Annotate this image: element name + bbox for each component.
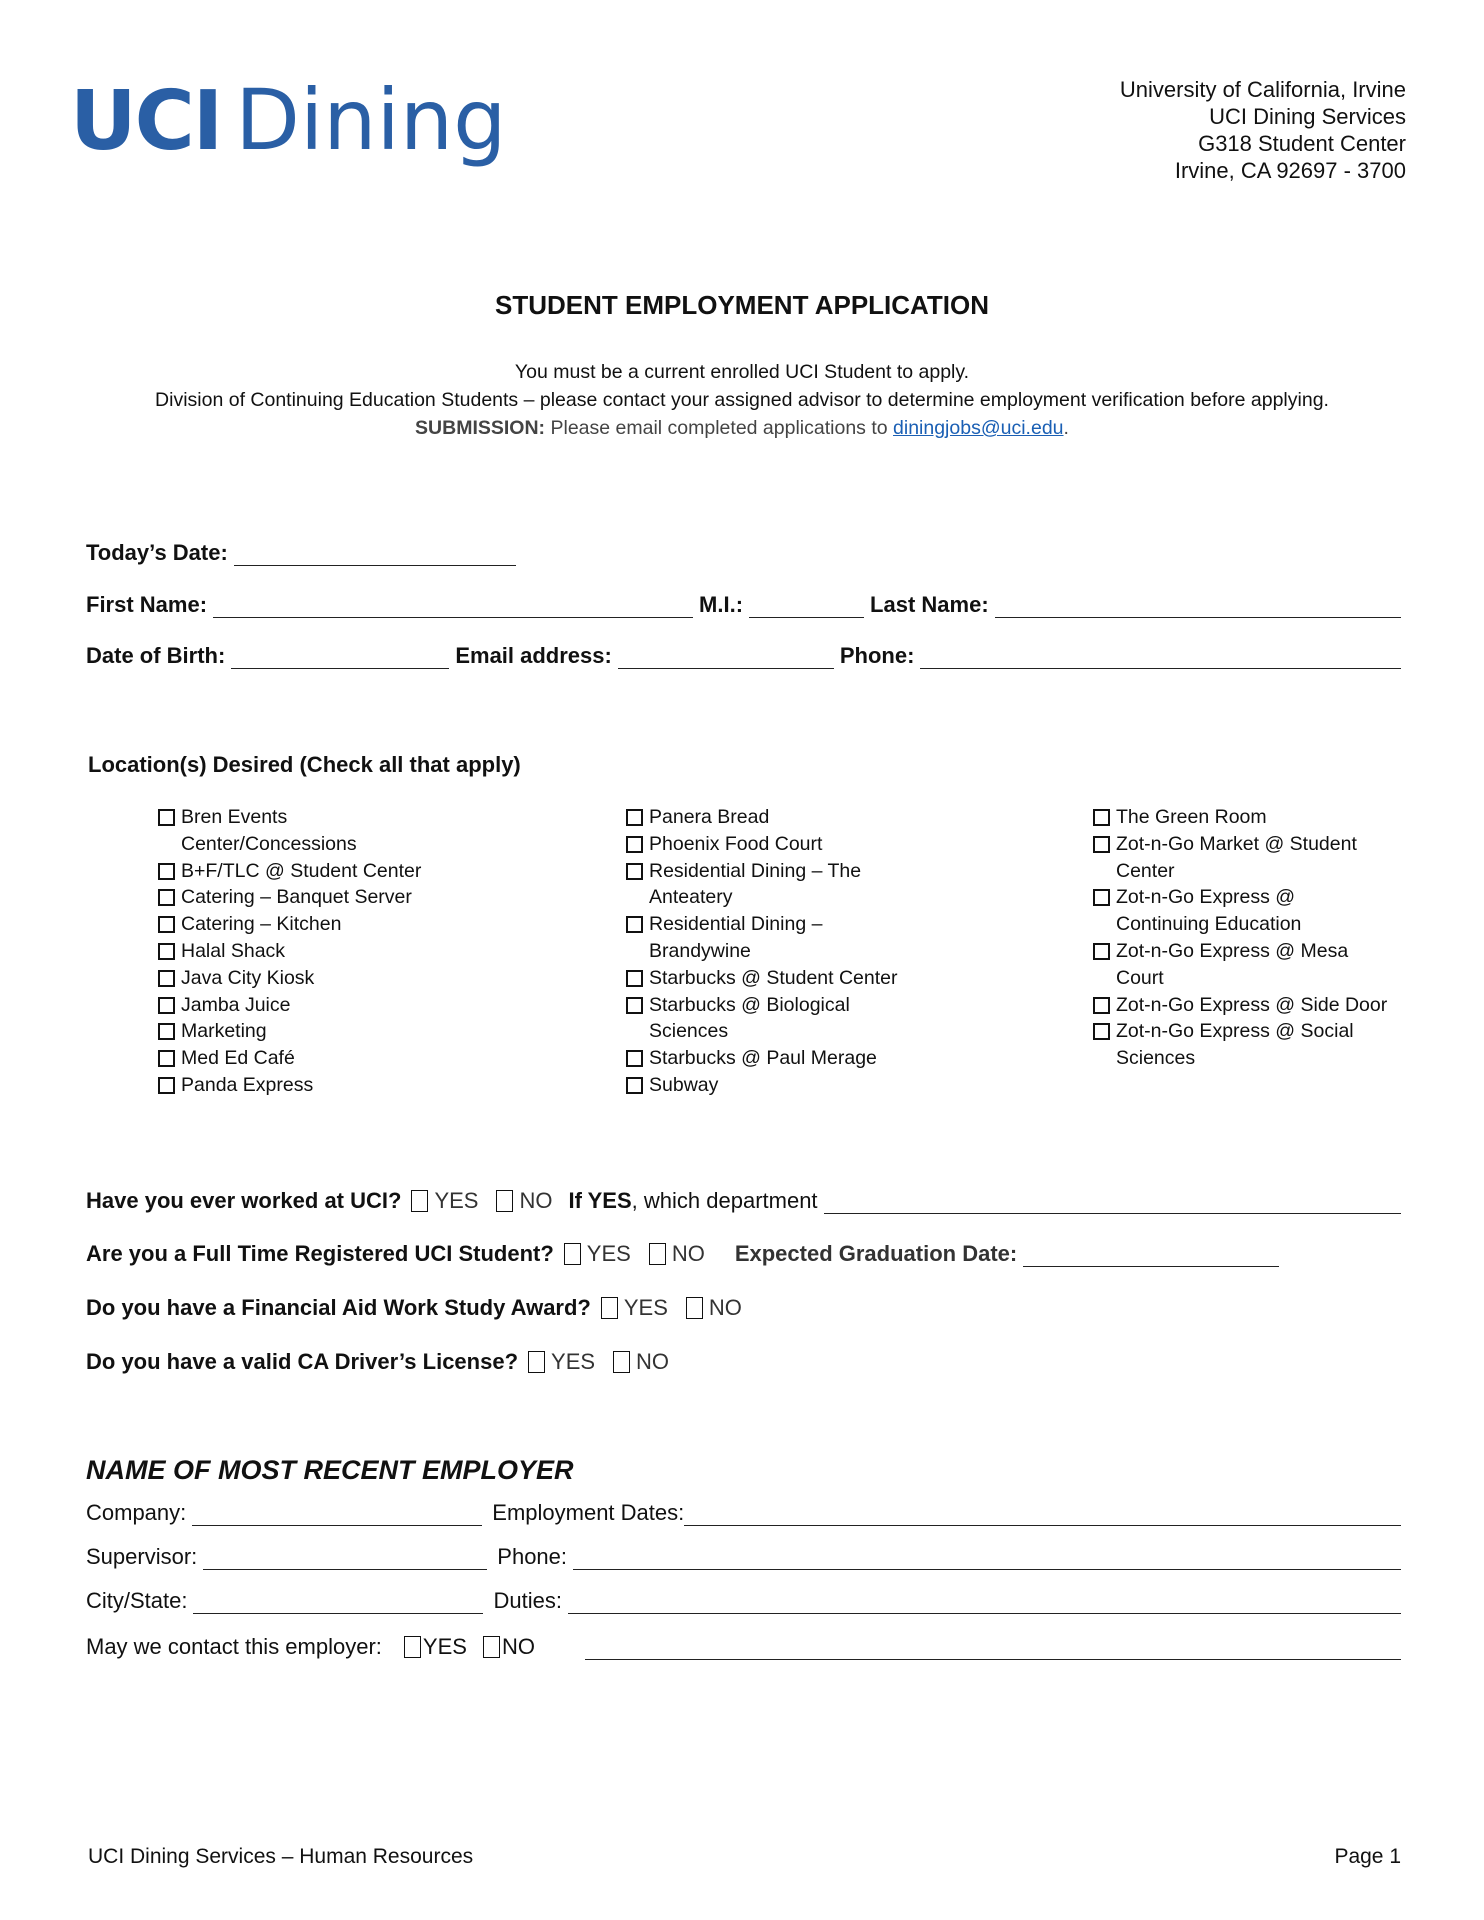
location-option[interactable] xyxy=(158,858,458,885)
employer-heading: NAME OF MOST RECENT EMPLOYER xyxy=(86,1455,574,1485)
location-option[interactable] xyxy=(1093,804,1413,831)
last-name-label: Last Name: xyxy=(870,592,989,617)
location-label: Catering – Banquet Server xyxy=(181,886,412,909)
employer-phone-field[interactable] xyxy=(573,1545,1401,1570)
yes-label: YES xyxy=(551,1349,596,1374)
locations-column-3 xyxy=(1093,804,1413,1072)
no-checkbox[interactable] xyxy=(613,1351,630,1373)
page-number: Page 1 xyxy=(1334,1845,1401,1868)
no-checkbox[interactable] xyxy=(686,1297,703,1319)
address-line: University of California, Irvine xyxy=(1119,77,1406,102)
intro-line-2: Division of Continuing Education Students – please contact your assigned advisor to determine employment verification before applying. xyxy=(155,389,1329,411)
location-label: Zot-n-Go Express @ Mesa Court xyxy=(1116,939,1349,989)
location-label: Residential Dining – The Anteatery xyxy=(649,859,862,909)
checkbox[interactable] xyxy=(158,863,175,880)
checkbox[interactable] xyxy=(1093,889,1110,906)
employment-dates-field[interactable] xyxy=(684,1501,1401,1526)
location-option[interactable] xyxy=(158,911,458,938)
location-label: Jamba Juice xyxy=(181,993,291,1016)
todays-date-label: Today’s Date: xyxy=(86,540,228,565)
location-label: Panera Bread xyxy=(649,806,770,828)
supervisor-label: Supervisor: xyxy=(86,1544,198,1569)
department-field[interactable] xyxy=(824,1189,1401,1214)
question-label: Do you have a valid CA Driver’s License? xyxy=(86,1349,519,1374)
location-option[interactable] xyxy=(158,884,458,911)
location-option[interactable] xyxy=(1093,938,1413,992)
page-title: STUDENT EMPLOYMENT APPLICATION xyxy=(495,290,989,320)
location-option[interactable] xyxy=(626,965,936,992)
location-label: Zot-n-Go Market @ Student Center xyxy=(1116,832,1357,882)
checkbox[interactable] xyxy=(1093,1023,1110,1040)
yes-checkbox[interactable] xyxy=(528,1351,545,1373)
location-label: Med Ed Café xyxy=(181,1047,295,1070)
location-label: Zot-n-Go Express @ Side Door xyxy=(1116,993,1388,1016)
question-worked-uci xyxy=(86,1188,1401,1214)
question-full-time xyxy=(86,1241,1285,1267)
checkbox[interactable] xyxy=(626,997,643,1014)
contact-yes-checkbox[interactable] xyxy=(404,1636,421,1658)
checkbox[interactable] xyxy=(158,970,175,987)
checkbox[interactable] xyxy=(158,1050,175,1067)
submission-period: . xyxy=(1063,417,1069,439)
yes-checkbox[interactable] xyxy=(411,1190,428,1212)
no-label: NO xyxy=(708,1295,742,1320)
checkbox[interactable] xyxy=(158,1023,175,1040)
checkbox[interactable] xyxy=(158,809,175,826)
checkbox[interactable] xyxy=(626,836,643,853)
checkbox[interactable] xyxy=(1093,997,1110,1014)
employer-row-3 xyxy=(86,1588,1401,1614)
checkbox[interactable] xyxy=(158,943,175,960)
employer-contact-row xyxy=(86,1634,1401,1660)
location-label: Java City Kiosk xyxy=(181,966,315,989)
company-label: Company: xyxy=(86,1500,187,1525)
location-option[interactable] xyxy=(1093,992,1413,1019)
no-label: NO xyxy=(519,1188,553,1213)
contact-yes-label: YES xyxy=(422,1634,467,1659)
location-label: Catering – Kitchen xyxy=(181,913,342,936)
location-option[interactable] xyxy=(626,804,936,831)
mi-label: M.I.: xyxy=(699,592,744,617)
yes-label: YES xyxy=(434,1188,479,1213)
location-option[interactable] xyxy=(158,992,458,1019)
name-row xyxy=(86,592,1401,618)
logo-dining: Dining xyxy=(235,71,507,169)
email-link[interactable]: diningjobs@uci.edu xyxy=(893,417,1064,439)
email-field[interactable] xyxy=(618,644,834,669)
checkbox[interactable] xyxy=(626,1050,643,1067)
location-option[interactable] xyxy=(1093,884,1413,938)
location-option[interactable] xyxy=(158,965,458,992)
location-option[interactable] xyxy=(626,911,936,965)
city-state-field[interactable] xyxy=(193,1589,483,1614)
location-label: Subway xyxy=(649,1073,719,1096)
no-label: NO xyxy=(671,1241,705,1266)
intro-text xyxy=(0,358,1484,442)
checkbox[interactable] xyxy=(626,1077,643,1094)
graduation-date-label: Expected Graduation Date: xyxy=(734,1241,1018,1266)
location-label: Zot-n-Go Express @ Continuing Education xyxy=(1116,886,1302,936)
location-option[interactable] xyxy=(158,1072,458,1099)
first-name-field[interactable] xyxy=(213,593,693,618)
location-label: Starbucks @ Biological Sciences xyxy=(649,993,850,1043)
question-work-study xyxy=(86,1295,742,1321)
question-label: Have you ever worked at UCI? xyxy=(86,1188,402,1213)
submission-line xyxy=(0,414,1484,442)
yes-checkbox[interactable] xyxy=(564,1243,581,1265)
todays-date-row xyxy=(86,540,522,566)
no-checkbox[interactable] xyxy=(496,1190,513,1212)
location-label: Phoenix Food Court xyxy=(649,832,823,855)
location-label: Residential Dining – Brandywine xyxy=(649,913,823,962)
page-footer xyxy=(88,1845,1401,1869)
checkbox[interactable] xyxy=(1093,836,1110,853)
question-drivers-license xyxy=(86,1349,669,1375)
location-label: Halal Shack xyxy=(181,939,286,962)
first-name-label: First Name: xyxy=(86,592,208,617)
last-name-field[interactable] xyxy=(995,593,1401,618)
mi-field[interactable] xyxy=(749,593,864,618)
location-label: Starbucks @ Paul Merage xyxy=(649,1047,877,1070)
question-label: Are you a Full Time Registered UCI Student? xyxy=(86,1241,554,1266)
checkbox[interactable] xyxy=(158,916,175,933)
employer-phone-label: Phone: xyxy=(497,1544,568,1569)
intro-line-1: You must be a current enrolled UCI Student to apply. xyxy=(514,361,970,383)
footer-left: UCI Dining Services – Human Resources xyxy=(88,1845,474,1868)
if-yes-label: If YES xyxy=(568,1188,632,1213)
contact-row xyxy=(86,643,1401,669)
checkbox[interactable] xyxy=(1093,943,1110,960)
contact-no-label: NO xyxy=(501,1634,535,1659)
supervisor-field[interactable] xyxy=(203,1545,487,1570)
duties-label: Duties: xyxy=(493,1588,562,1613)
yes-label: YES xyxy=(586,1241,631,1266)
company-field[interactable] xyxy=(192,1501,482,1526)
department-label: , which department xyxy=(631,1188,818,1213)
address-line: G318 Student Center xyxy=(1198,131,1406,156)
todays-date-field[interactable] xyxy=(234,541,516,566)
yes-checkbox[interactable] xyxy=(601,1297,618,1319)
locations-heading: Location(s) Desired (Check all that apply) xyxy=(88,752,521,777)
location-option[interactable] xyxy=(158,1018,458,1045)
checkbox[interactable] xyxy=(158,997,175,1014)
location-label: Panda Express xyxy=(181,1073,314,1096)
employer-row-2 xyxy=(86,1544,1401,1570)
address-block xyxy=(1120,76,1406,184)
employer-row-1 xyxy=(86,1500,1401,1526)
checkbox[interactable] xyxy=(626,863,643,880)
location-option[interactable] xyxy=(626,992,936,1046)
location-option[interactable] xyxy=(158,938,458,965)
location-label: Bren Events Center/Concessions xyxy=(181,806,357,855)
locations-column-2 xyxy=(626,804,936,1099)
location-option[interactable] xyxy=(626,858,936,912)
dob-label: Date of Birth: xyxy=(86,643,226,668)
location-option[interactable] xyxy=(1093,831,1413,885)
checkbox[interactable] xyxy=(158,1077,175,1094)
logo-uci: UCI xyxy=(70,74,222,169)
location-option[interactable] xyxy=(158,1045,458,1072)
no-label: NO xyxy=(636,1349,670,1374)
dob-field[interactable] xyxy=(231,644,449,669)
location-label: Marketing xyxy=(181,1020,267,1043)
location-option[interactable] xyxy=(626,1045,936,1072)
location-option[interactable] xyxy=(626,831,936,858)
checkbox[interactable] xyxy=(626,970,643,987)
location-option[interactable] xyxy=(1093,1018,1413,1072)
uci-dining-logo xyxy=(70,71,507,169)
no-checkbox[interactable] xyxy=(649,1243,666,1265)
phone-label: Phone: xyxy=(839,643,915,668)
city-state-label: City/State: xyxy=(86,1588,188,1613)
checkbox[interactable] xyxy=(626,809,643,826)
location-label: The Green Room xyxy=(1116,806,1267,828)
yes-label: YES xyxy=(623,1295,668,1320)
contact-notes-field[interactable] xyxy=(585,1635,1401,1660)
graduation-date-field[interactable] xyxy=(1023,1242,1279,1267)
address-line: Irvine, CA 92697 - 3700 xyxy=(1174,158,1406,183)
checkbox[interactable] xyxy=(158,889,175,906)
contact-employer-label: May we contact this employer: xyxy=(86,1634,382,1659)
submission-label: SUBMISSION: xyxy=(415,417,546,439)
location-option[interactable] xyxy=(626,1072,936,1099)
address-line: UCI Dining Services xyxy=(1209,104,1406,129)
phone-field[interactable] xyxy=(920,644,1401,669)
question-label: Do you have a Financial Aid Work Study Award? xyxy=(86,1295,591,1320)
location-option[interactable] xyxy=(158,804,458,858)
checkbox[interactable] xyxy=(626,916,643,933)
contact-no-checkbox[interactable] xyxy=(483,1636,500,1658)
employment-dates-label: Employment Dates: xyxy=(492,1500,685,1525)
submission-text: Please email completed applications to xyxy=(550,417,888,439)
email-label: Email address: xyxy=(455,643,612,668)
location-label: B+F/TLC @ Student Center xyxy=(181,859,422,882)
locations-column-1 xyxy=(158,804,458,1099)
location-label: Starbucks @ Student Center xyxy=(649,966,898,989)
duties-field[interactable] xyxy=(568,1589,1401,1614)
location-label: Zot-n-Go Express @ Social Sciences xyxy=(1116,1020,1354,1070)
checkbox[interactable] xyxy=(1093,809,1110,826)
